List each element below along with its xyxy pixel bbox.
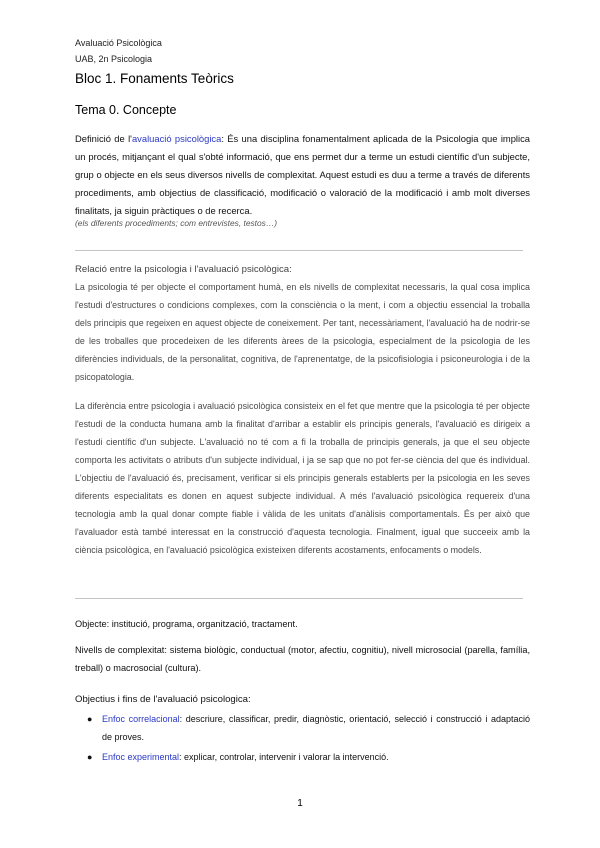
definition-note: (els diferents procediments; com entrevistes, testos…) (75, 218, 278, 228)
relation-paragraph-1: La psicologia té per objecte el comportament humà, en els nivells de complexitat necessaris, la qual cosa implica l'estudi d'estructures o condicions complexes, com la consciència o la ment, i com a objectiu essencial la troballa dels principis que regeixen en aquest objecte de coneixement. Per tant, necessàriament, l'avaluació ha de nodrir-se de les troballes que procedeixen de les diferents àrees de la psicologia, especialment de la psicologia de les diferències individuals, de la personalitat, cognitiva, de l'aprenentatge, de la psicofisiologia i psiconeurologia i de la psicopatologia. (75, 282, 530, 382)
header-course: Avaluació Psicològica (75, 38, 162, 48)
header-university: UAB, 2n Psicologia (75, 54, 153, 64)
page-header (75, 35, 162, 67)
horizontal-rule (75, 250, 523, 251)
objectius-heading: Objectius i fins de l'avaluació psicologica: (75, 694, 251, 705)
definition-paragraph (75, 130, 530, 220)
enfoc-correlacional-link[interactable]: Enfoc correlacional (102, 714, 180, 724)
relation-heading: Relació entre la psicologia i l'avaluació psicològica: (75, 264, 292, 275)
enfoc-experimental-link[interactable]: Enfoc experimental (102, 752, 180, 762)
bullet-icon: ● (87, 752, 93, 762)
definition-prefix: Definició de l' (75, 133, 132, 144)
list-item-text: : explicar, controlar, intervenir i valorar la intervenció. (179, 752, 389, 762)
section-title: Tema 0. Concepte (75, 103, 177, 117)
document-title: Bloc 1. Fonaments Teòrics (75, 71, 234, 86)
page-number: 1 (297, 798, 303, 809)
list-item (75, 710, 530, 746)
list-item (75, 748, 530, 766)
relation-paragraph-2: La diferència entre psicologia i avaluació psicològica consisteix en el fet que mentre que la psicologia té per objecte l'estudi de la conducta humana amb la finalitat d'arribar a establir els principis generals, l'avaluació es dirigeix a l'estudi científic d'un subjecte. L'avaluació no té com a fi la troballa de principis generals, ja que el seu objecte comporta les activitats o atributs d'un subjecte individual, i ja se sap que no pot fer-se ciència del que és individual. L'objectiu de l'avaluació és, precisament, verificar si els principis generals establerts per la psicologia en les seves diferents especialitats es donen en aquest subjecte individual. A més l'avaluació psicològica requereix d'una tecnologia amb la qual donar compte fiable i vàlida de les unitats d'anàlisis comportamentals. És per això que l'avaluador està també interessat en la construcció d'aquesta tecnologia. Finalment, igual que succeeix amb la ciència psicològica, en l'avaluació psicològica existeixen diferents acostaments, enfocaments o models. (75, 401, 530, 555)
list-item-text: : descriure, classificar, predir, diagnòstic, orientació, selecció i construcció i adaptació de proves. (102, 714, 530, 742)
objecte-paragraph: Objecte: institució, programa, organització, tractament. (75, 619, 298, 629)
objectius-list (75, 710, 530, 768)
definition-text: : És una disciplina fonamentalment aplicada de la Psicologia que implica un procés, mitjançant el qual s'obté informació, que ens permet dur a terme un estudi científic d'un subjecte, grup o objecte en els seus diversos nivells de complexitat. Aquest estudi es duu a terme a través de diferents procediments, amb objectius de classificació, modificació o valoració de la modificació i amb molt diverses finalitats, ja siguin pràctiques o de recerca. (75, 133, 530, 216)
definition-link[interactable]: avaluació psicològica (131, 133, 222, 144)
horizontal-rule (75, 598, 523, 599)
bullet-icon: ● (87, 714, 93, 724)
nivells-paragraph: Nivells de complexitat: sistema biològic, conductual (motor, afectiu, cognitiu), nivell microsocial (parella, família, treball) o macrosocial (cultura). (75, 645, 530, 673)
